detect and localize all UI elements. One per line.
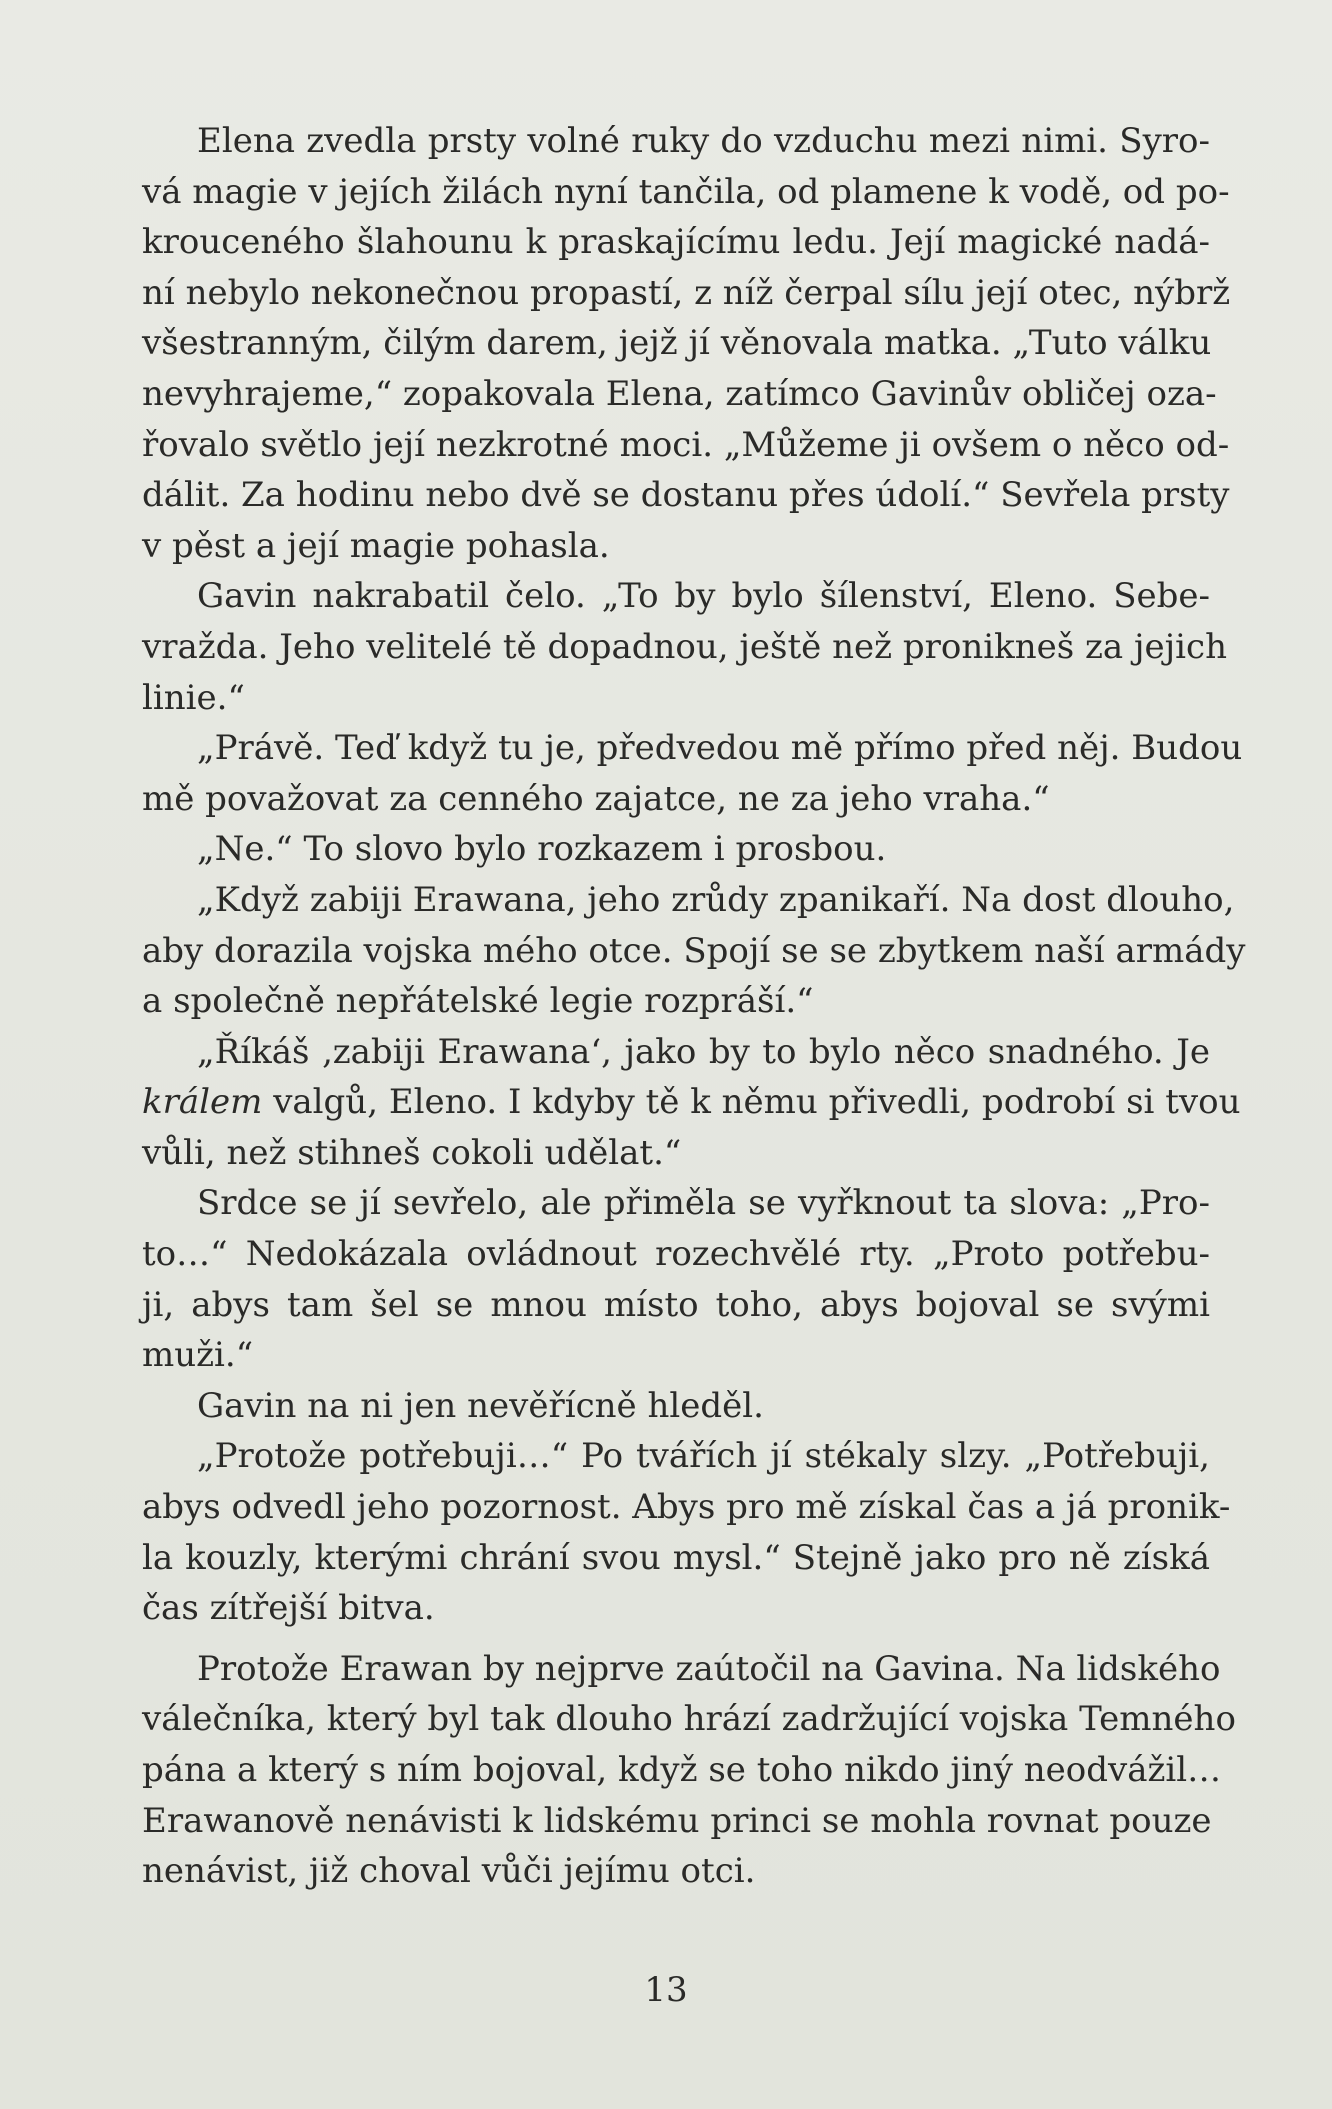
text-line: „Když zabiji Erawana, jeho zrůdy zpanikaří. Na dost dlouho, — [197, 879, 1235, 920]
text-line: Srdce se jí sevřelo, ale přiměla se vyřknout ta slova: „Pro- — [197, 1183, 1210, 1224]
text-line-with-italic — [142, 1077, 1241, 1128]
text-line: a společně nepřátelské legie rozpráší.“ — [142, 981, 814, 1022]
text-line: krouceného šlahounu k praskajícímu ledu. Její magické nadá- — [142, 222, 1210, 263]
text-line: všestranným, čilým darem, jejž jí věnovala matka. „Tuto válku — [142, 323, 1212, 364]
text-line-rest: valgů, Eleno. I kdyby tě k němu přivedli, podrobí si tvou — [273, 1082, 1241, 1123]
text-line: linie.“ — [142, 677, 245, 718]
italic-word: králem — [142, 1082, 263, 1123]
text-line: čas zítřejší bitva. — [142, 1588, 435, 1629]
text-line: mě považovat za cenného zajatce, ne za jeho vraha.“ — [142, 778, 1050, 819]
page-number: 13 — [644, 1970, 688, 2010]
text-line: Erawanově nenávisti k lidskému princi se mohla rovnat pouze — [142, 1800, 1212, 1841]
text-line: Protože Erawan by nejprve zaútočil na Gavina. Na lidského — [197, 1648, 1221, 1689]
text-line: ní nebylo nekonečnou propastí, z níž čerpal sílu její otec, nýbrž — [142, 272, 1231, 313]
text-line: „Ne.“ To slovo bylo rozkazem i prosbou. — [197, 829, 887, 870]
text-line: dálit. Za hodinu nebo dvě se dostanu přes údolí.“ Sevřela prsty — [142, 475, 1230, 516]
text-line: pána a který s ním bojoval, když se toho nikdo jiný neodvážil… — [142, 1750, 1222, 1790]
text-line: „Právě. Teď když tu je, předvedou mě přímo před něj. Budou — [197, 728, 1243, 769]
text-line: vá magie v jejích žilách nyní tančila, od plamene k vodě, od po- — [142, 171, 1230, 212]
text-line: řovalo světlo její nezkrotné moci. „Můžeme ji ovšem o něco od- — [142, 424, 1230, 465]
paragraph-gap — [142, 1634, 1210, 1644]
text-line: vražda. Jeho velitelé tě dopadnou, ještě než pronikneš za jejich — [142, 626, 1227, 667]
text-line: „Protože potřebuji…“ Po tvářích jí stékaly slzy. „Potřebuji, — [197, 1436, 1210, 1477]
text-line: v pěst a její magie pohasla. — [142, 525, 610, 566]
text-line: muži.“ — [142, 1335, 254, 1376]
text-line: ji, abys tam šel se mnou místo toho, abys bojoval se svými — [142, 1284, 1210, 1325]
text-line: aby dorazila vojska mého otce. Spojí se se zbytkem naší armády — [142, 930, 1246, 971]
text-line: vůli, než stihneš cokoli udělat.“ — [142, 1132, 682, 1173]
text-line: la kouzly, kterými chrání svou mysl.“ Stejně jako pro ně získá — [142, 1537, 1210, 1578]
text-line: nevyhrajeme,“ zopakovala Elena, zatímco Gavinův obličej oza- — [142, 373, 1217, 414]
text-line: Elena zvedla prsty volné ruky do vzduchu mezi nimi. Syro- — [197, 121, 1210, 161]
text-line: Gavin nakrabatil čelo. „To by bylo šílenství, Eleno. Sebe- — [197, 576, 1210, 617]
body-text — [142, 116, 1246, 1897]
text-line: abys odvedl jeho pozornost. Abys pro mě získal čas a já pronik- — [142, 1487, 1231, 1528]
text-line: „Říkáš ‚zabiji Erawana‘, jako by to bylo něco snadného. Je — [197, 1031, 1210, 1072]
text-line: válečníka, který byl tak dlouho hrází zadržující vojska Temného — [142, 1699, 1236, 1740]
text-line: Gavin na ni jen nevěřícně hleděl. — [197, 1385, 764, 1426]
text-line: to…“ Nedokázala ovládnout rozechvělé rty. „Proto potřebu- — [142, 1234, 1210, 1275]
text-line: nenávist, již choval vůči jejímu otci. — [142, 1851, 756, 1892]
